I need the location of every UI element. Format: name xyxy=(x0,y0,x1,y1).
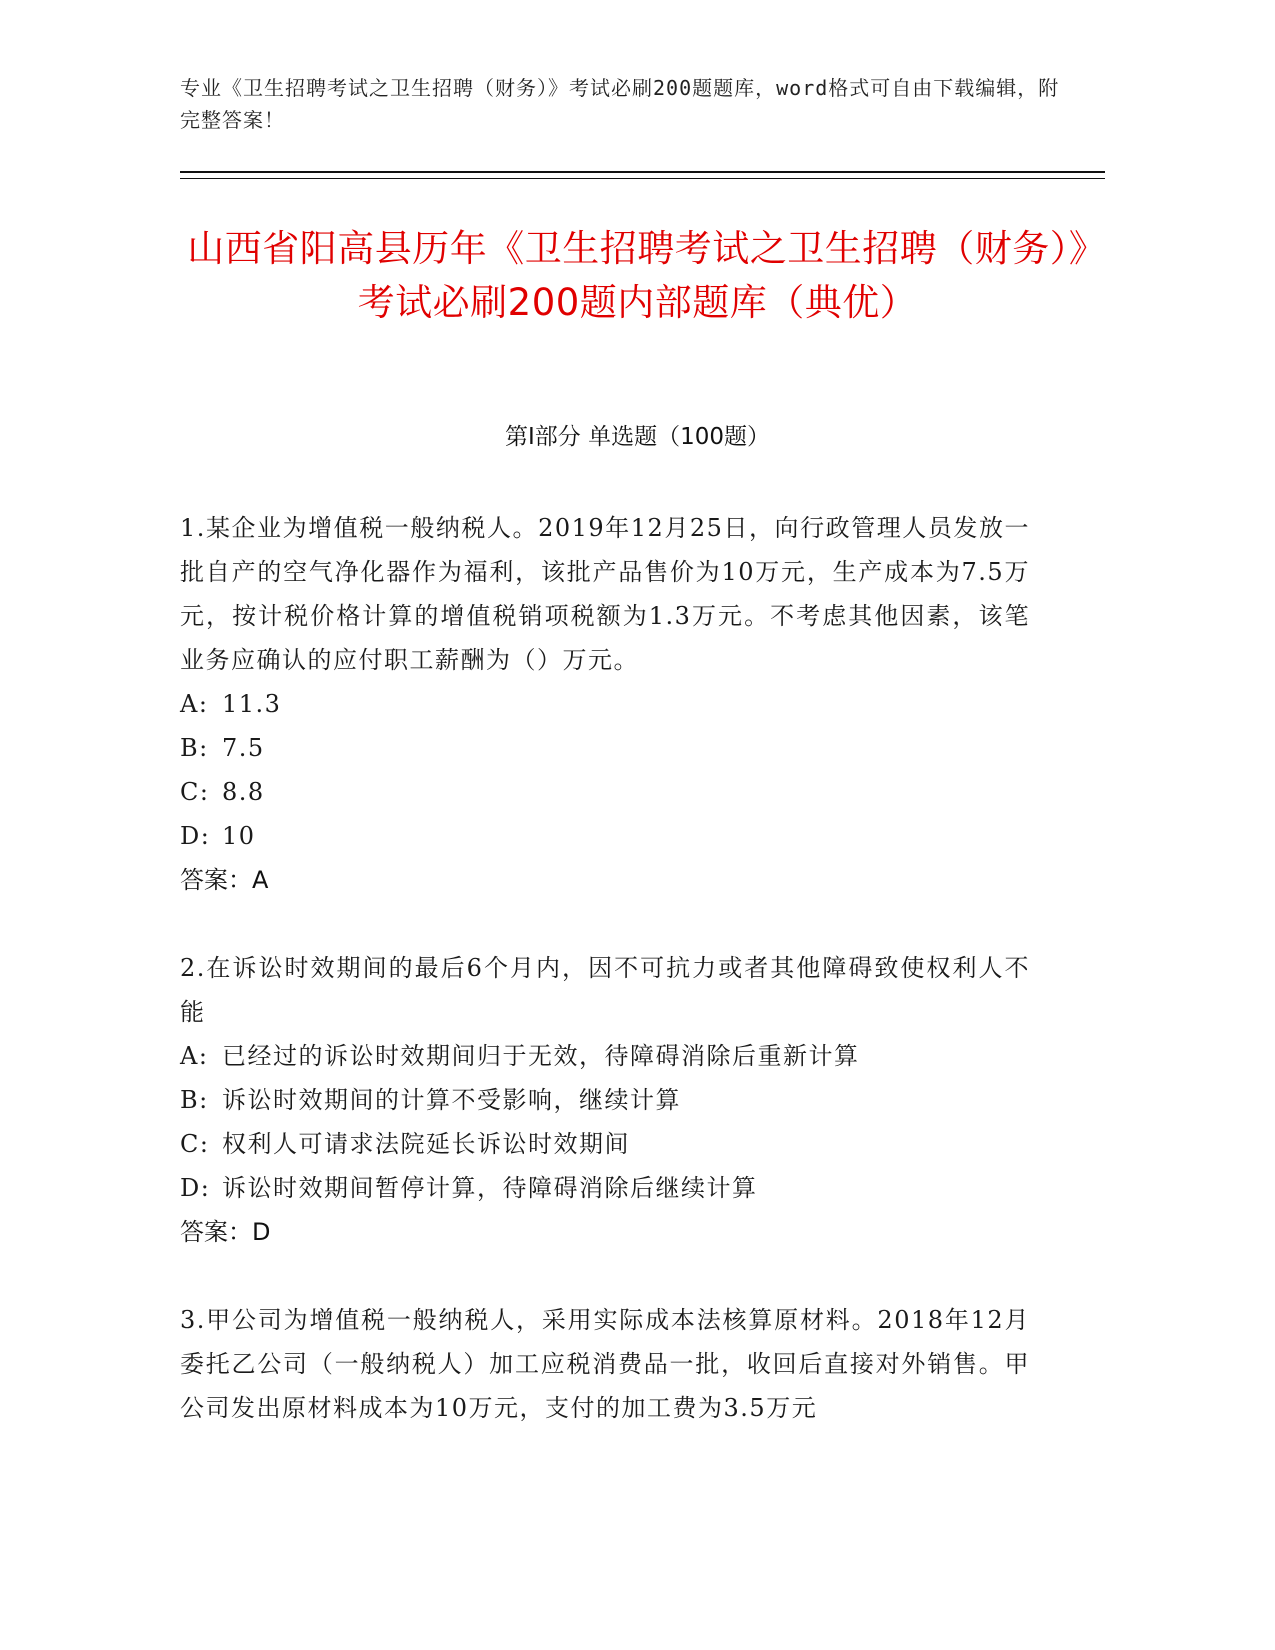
section-heading: 第I部分 单选题（100题） xyxy=(505,424,770,450)
option-label: D: xyxy=(180,822,211,850)
option-d xyxy=(180,1166,1030,1210)
option-text: 7.5 xyxy=(222,734,265,762)
option-label: D: xyxy=(180,1174,211,1202)
question-stem: 1.某企业为增值税一般纳税人。2019年12月25日，向行政管理人员发放一批自产的空气净化器作为福利，该批产品售价为10万元，生产成本为7.5万元，按计税价格计算的增值税销项税额为1.3万元。不考虑其他因素，该笔业务应确认的应付职工薪酬为（）万元。 xyxy=(180,514,1030,674)
option-text: 权利人可请求法院延长诉讼时效期间 xyxy=(222,1130,630,1158)
document-title: 山西省阳高县历年《卫生招聘考试之卫生招聘（财务）》考试必刷200题内部题库（典优） xyxy=(187,227,1088,324)
option-c xyxy=(180,1122,1030,1166)
option-label: C: xyxy=(180,1130,210,1158)
question-1 xyxy=(180,506,1030,902)
option-text: 10 xyxy=(222,822,256,850)
question-stem: 3.甲公司为增值税一般纳税人，采用实际成本法核算原材料。2018年12月委托乙公司（一般纳税人）加工应税消费品一批，收回后直接对外销售。甲公司发出原材料成本为10万元，支付的加工费为3.5万元 xyxy=(180,1306,1030,1422)
option-text: 已经过的诉讼时效期间归于无效，待障碍消除后重新计算 xyxy=(222,1042,860,1070)
option-text: 诉讼时效期间暂停计算，待障碍消除后继续计算 xyxy=(222,1174,758,1202)
option-a xyxy=(180,1034,1030,1078)
question-list xyxy=(180,506,1030,1474)
option-a xyxy=(180,682,1030,726)
answer-line: 答案：A xyxy=(180,866,269,894)
question-3 xyxy=(180,1298,1030,1430)
option-b xyxy=(180,1078,1030,1122)
answer-line: 答案：D xyxy=(180,1218,271,1246)
option-d xyxy=(180,814,1030,858)
option-label: A: xyxy=(180,1042,209,1070)
option-text: 8.8 xyxy=(222,778,265,806)
option-label: B: xyxy=(180,1086,209,1114)
question-stem: 2.在诉讼时效期间的最后6个月内，因不可抗力或者其他障碍致使权利人不能 xyxy=(180,954,1030,1026)
option-label: C: xyxy=(180,778,210,806)
option-text: 诉讼时效期间的计算不受影响，继续计算 xyxy=(222,1086,681,1114)
option-text: 11.3 xyxy=(222,690,282,718)
option-c xyxy=(180,770,1030,814)
option-label: A: xyxy=(180,690,209,718)
question-2 xyxy=(180,946,1030,1254)
option-b xyxy=(180,726,1030,770)
option-label: B: xyxy=(180,734,209,762)
header-divider-thick xyxy=(180,171,1105,173)
header-divider-thin xyxy=(180,178,1105,179)
header-note: 专业《卫生招聘考试之卫生招聘（财务）》考试必刷200题题库，word格式可自由下载编辑，附完整答案！ xyxy=(180,76,1060,132)
